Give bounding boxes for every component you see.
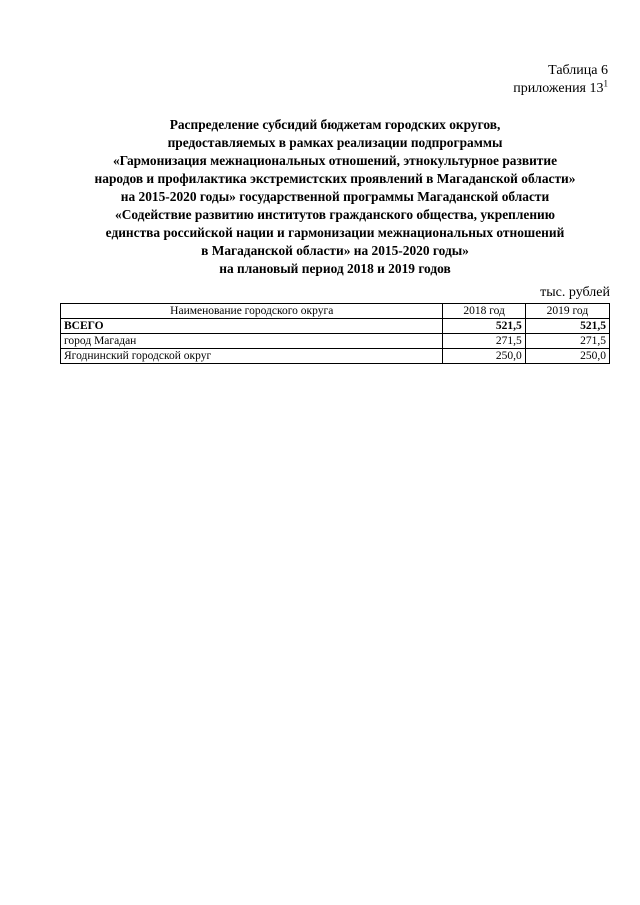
table-row [61, 334, 610, 349]
column-header-2018: 2018 год [443, 304, 525, 319]
title-line: на плановый период 2018 и 2019 годов [219, 261, 451, 276]
appendix-text: приложения 13 [513, 81, 604, 96]
row-name: ВСЕГО [61, 319, 443, 334]
title-line: Распределение субсидий бюджетам городских округов, [169, 117, 501, 132]
row-value-2019: 250,0 [525, 349, 609, 364]
title-line: в Магаданской области» на 2015-2020 годы» [201, 243, 469, 258]
column-header-district: Наименование городского округа [61, 304, 443, 319]
subsidy-table [60, 303, 610, 364]
row-name: город Магадан [61, 334, 443, 349]
table-reference [513, 62, 608, 98]
title-line: «Гармонизация межнациональных отношений, этнокультурное развитие [112, 153, 558, 168]
title-line: единства российской нации и гармонизации межнациональных отношений [105, 225, 565, 240]
title-line: «Содействие развитию институтов гражданского общества, укреплению [115, 207, 555, 222]
appendix-superscript: 1 [603, 78, 608, 89]
row-value-2019: 271,5 [525, 334, 609, 349]
title-line: на 2015-2020 годы» государственной программы Магаданской области [120, 189, 550, 204]
table-header-row [61, 304, 610, 319]
row-value-2019: 521,5 [525, 319, 609, 334]
row-value-2018: 271,5 [443, 334, 525, 349]
document-title [30, 116, 640, 278]
row-value-2018: 250,0 [443, 349, 525, 364]
row-name: Ягоднинский городской округ [61, 349, 443, 364]
column-header-2019: 2019 год [525, 304, 609, 319]
title-line: предоставляемых в рамках реализации подпрограммы [167, 135, 503, 150]
appendix-reference [513, 80, 608, 98]
units-label: тыс. рублей [540, 285, 610, 300]
title-line: народов и профилактика экстремистских проявлений в Магаданской области» [94, 171, 576, 186]
table-row-total [61, 319, 610, 334]
row-value-2018: 521,5 [443, 319, 525, 334]
table-row [61, 349, 610, 364]
table-number: Таблица 6 [548, 63, 608, 78]
